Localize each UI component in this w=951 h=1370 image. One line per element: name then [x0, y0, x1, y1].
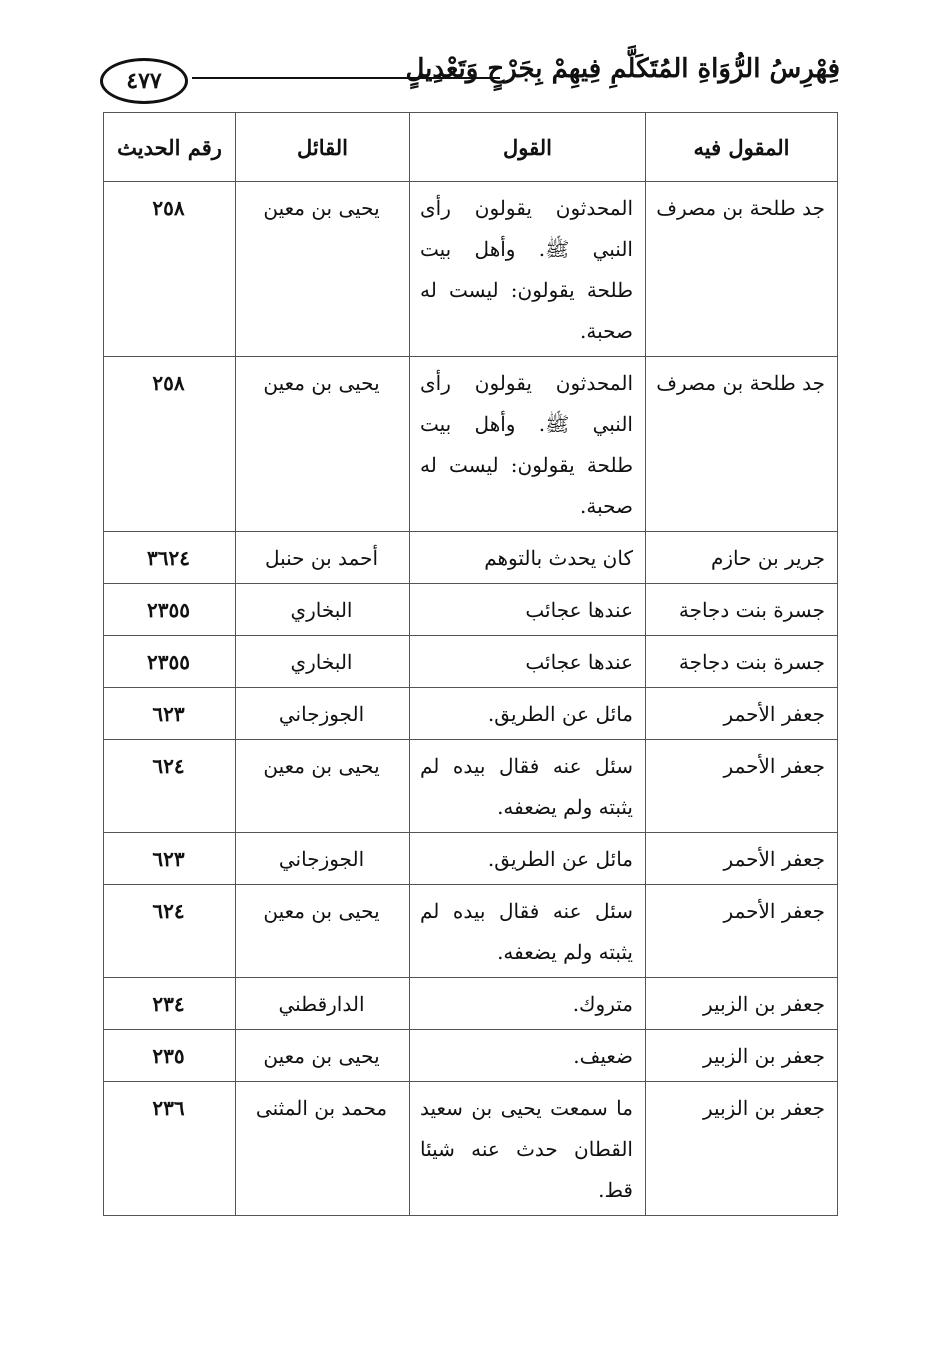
cell-hadith-number: ٣٦٢٤ — [104, 532, 236, 584]
cell-subject: جعفر الأحمر — [646, 740, 838, 833]
cell-subject: جعفر الأحمر — [646, 885, 838, 978]
table-header-row — [104, 113, 838, 182]
cell-hadith-number: ٢٣٤ — [104, 978, 236, 1030]
table-row — [104, 357, 838, 532]
cell-subject: جعفر بن الزبير — [646, 1030, 838, 1082]
page-title: فِهْرِسُ الرُّوَاةِ المُتَكَلَّمِ فِيهِمْ بِجَرْحٍ وَتَعْدِيلٍ — [405, 54, 840, 84]
cell-sayer: محمد بن المثنى — [236, 1082, 410, 1216]
cell-hadith-number: ٢٣٥ — [104, 1030, 236, 1082]
cell-saying: مائل عن الطريق. — [410, 688, 646, 740]
cell-sayer: أحمد بن حنبل — [236, 532, 410, 584]
cell-subject: جرير بن حازم — [646, 532, 838, 584]
cell-subject: جد طلحة بن مصرف — [646, 357, 838, 532]
table-row — [104, 1082, 838, 1216]
header-saying: القول — [410, 113, 646, 182]
cell-hadith-number: ٦٢٤ — [104, 885, 236, 978]
table-row — [104, 688, 838, 740]
page-header — [100, 44, 840, 104]
cell-saying: المحدثون يقولون رأى النبي ﷺ. وأهل بيت طلحة يقولون: ليست له صحبة. — [410, 357, 646, 532]
cell-sayer: البخاري — [236, 584, 410, 636]
cell-hadith-number: ٢٣٥٥ — [104, 636, 236, 688]
cell-sayer: الجوزجاني — [236, 833, 410, 885]
header-sayer: القائل — [236, 113, 410, 182]
cell-saying: مائل عن الطريق. — [410, 833, 646, 885]
cell-sayer: البخاري — [236, 636, 410, 688]
narrators-table — [103, 112, 838, 1216]
cell-subject: جعفر بن الزبير — [646, 1082, 838, 1216]
cell-sayer: يحيى بن معين — [236, 1030, 410, 1082]
cell-hadith-number: ٢٥٨ — [104, 182, 236, 357]
table-row — [104, 532, 838, 584]
cell-hadith-number: ٢٣٥٥ — [104, 584, 236, 636]
table-row — [104, 978, 838, 1030]
cell-subject: جسرة بنت دجاجة — [646, 584, 838, 636]
table-row — [104, 1030, 838, 1082]
cell-sayer: الجوزجاني — [236, 688, 410, 740]
cell-sayer: يحيى بن معين — [236, 357, 410, 532]
cell-subject: جسرة بنت دجاجة — [646, 636, 838, 688]
cell-saying: المحدثون يقولون رأى النبي ﷺ. وأهل بيت طلحة يقولون: ليست له صحبة. — [410, 182, 646, 357]
cell-hadith-number: ٦٢٣ — [104, 688, 236, 740]
table-row — [104, 740, 838, 833]
cell-saying: ما سمعت يحيى بن سعيد القطان حدث عنه شيئا قط. — [410, 1082, 646, 1216]
cell-sayer: يحيى بن معين — [236, 740, 410, 833]
page-number-badge: ٤٧٧ — [100, 58, 188, 104]
cell-sayer: الدارقطني — [236, 978, 410, 1030]
cell-saying: سئل عنه فقال بيده لم يثبته ولم يضعفه. — [410, 740, 646, 833]
table-row — [104, 584, 838, 636]
cell-hadith-number: ٢٥٨ — [104, 357, 236, 532]
cell-subject: جعفر الأحمر — [646, 833, 838, 885]
cell-sayer: يحيى بن معين — [236, 885, 410, 978]
cell-hadith-number: ٢٣٦ — [104, 1082, 236, 1216]
cell-subject: جد طلحة بن مصرف — [646, 182, 838, 357]
table-row — [104, 636, 838, 688]
cell-sayer: يحيى بن معين — [236, 182, 410, 357]
table-row — [104, 833, 838, 885]
table-row — [104, 182, 838, 357]
cell-saying: كان يحدث بالتوهم — [410, 532, 646, 584]
cell-subject: جعفر بن الزبير — [646, 978, 838, 1030]
cell-hadith-number: ٦٢٣ — [104, 833, 236, 885]
header-hadith-number: رقم الحديث — [104, 113, 236, 182]
cell-saying: ضعيف. — [410, 1030, 646, 1082]
cell-saying: متروك. — [410, 978, 646, 1030]
cell-subject: جعفر الأحمر — [646, 688, 838, 740]
cell-saying: عندها عجائب — [410, 636, 646, 688]
cell-saying: عندها عجائب — [410, 584, 646, 636]
table-row — [104, 885, 838, 978]
cell-hadith-number: ٦٢٤ — [104, 740, 236, 833]
header-subject: المقول فيه — [646, 113, 838, 182]
cell-saying: سئل عنه فقال بيده لم يثبته ولم يضعفه. — [410, 885, 646, 978]
